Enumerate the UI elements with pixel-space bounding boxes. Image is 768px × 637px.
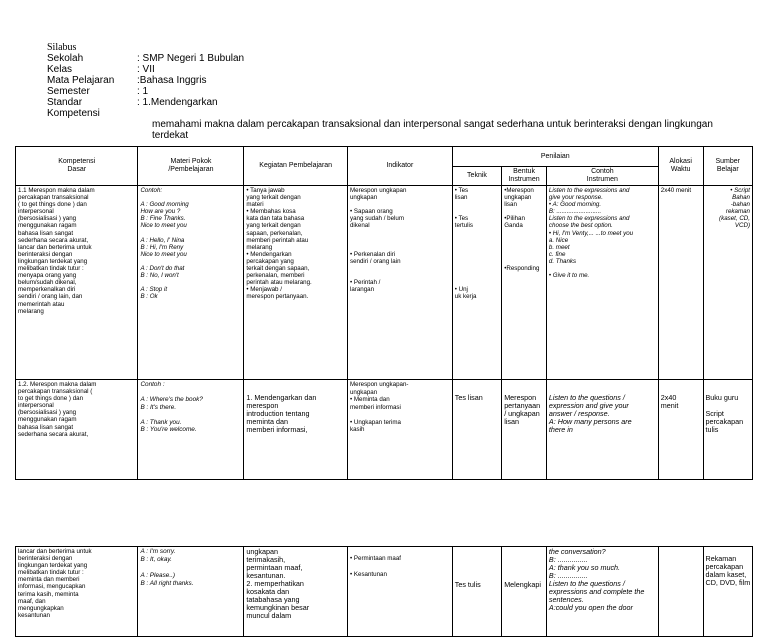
cell-line: sendiri / orang lain, dan (18, 293, 83, 301)
cell-line: Listen to the expressions and (548, 187, 630, 194)
cell-line: B : It's there. (140, 403, 177, 411)
cell-line: terima kasih, meminta (18, 590, 79, 598)
cell-line: menggunakan ragam (18, 222, 77, 230)
cell-line: bahasa lisan sangat (18, 423, 74, 431)
cell-line: meminta dan (246, 417, 288, 426)
header-row-mapel (47, 75, 713, 86)
cell-line: 1.1 Merespon makna dalam (18, 187, 95, 194)
cell-line: kosakata dan (246, 587, 290, 596)
cell-line: terkait dengan sapaan, (246, 265, 310, 273)
cell-line: memberi informasi (349, 403, 401, 411)
cell-line: Listen to the questions / (548, 579, 625, 588)
cell-alokasi (658, 547, 703, 637)
cell-line: yang terkait dengan (246, 222, 301, 230)
head-contoh: Contoh Instrumen (546, 167, 658, 186)
cell-line: • Script (730, 187, 750, 194)
cell-teknik (452, 380, 501, 480)
cell-line: melarang (18, 307, 44, 315)
cell-line (455, 230, 499, 237)
cell-line: tatabahasa yang (246, 595, 300, 604)
cell-line: A : Hello, I' Nina (140, 236, 185, 244)
cell-line (140, 258, 241, 265)
cell-line: melibatkan tindak tutur : (18, 569, 84, 577)
syllabus-table-continued (15, 546, 753, 637)
label: Sekolah (47, 53, 84, 64)
cell-line: • Perkenalan diri (349, 250, 396, 258)
cell-line: uk kerja (454, 293, 477, 301)
cell-line: • Membahas kosa (246, 208, 296, 216)
cell-line: A : Thank you. (140, 418, 182, 426)
cell-line: Listen to the expressions and (548, 215, 630, 223)
cell-line: ungkapan (349, 388, 378, 396)
cell-line: (bersosialisasi ) yang (18, 215, 77, 223)
header-row-sekolah (47, 53, 713, 64)
cell-line: sapaan, perkenalan, (246, 229, 303, 237)
cell-line: answer / response. (548, 409, 610, 418)
cell-line (504, 244, 544, 251)
cell-line: informasi, mengucapkan (18, 583, 86, 591)
cell-line: mengungkapkan (18, 604, 64, 612)
value: : VII (137, 64, 155, 75)
cell-line: B: ............... (548, 571, 588, 580)
cell-line: VCD) (734, 222, 750, 230)
cell-line: •Responding (504, 265, 540, 273)
cell-line: Listen to the questions / (548, 393, 625, 402)
cell-line: percakapan (705, 562, 744, 571)
cell-line: materi (246, 201, 264, 209)
cell-line (455, 265, 499, 272)
cell-line: percakapan transaksional (18, 194, 89, 202)
cell-line: B : You're welcome. (140, 426, 197, 433)
cell-line: expression and give your (548, 401, 629, 410)
cell-line: Contoh: (140, 187, 163, 194)
cell-line (350, 244, 450, 251)
cell-line: to get things done ) dan (18, 395, 84, 403)
cell-line: memperkenalkan diri (18, 286, 76, 294)
cell-line: melibatkan tindak tutur : (18, 265, 84, 273)
cell-line (504, 237, 544, 244)
cell-line: A : Where's the book? (140, 396, 203, 403)
cell-alokasi (658, 186, 703, 380)
cell-indikator (347, 547, 452, 637)
cell-line: A : Stop it (140, 286, 168, 294)
cell-line: memberi informasi, (246, 425, 308, 434)
cell-line: expressions and complete the (548, 587, 645, 596)
head-sumber: Sumber Belajar (703, 147, 752, 186)
cell-line: CD, DVD, film (705, 578, 751, 587)
cell-line: interpersonal (18, 208, 54, 216)
cell-line: Merespon ungkapan- (349, 381, 409, 388)
cell-line (140, 564, 241, 572)
cell-line: Merespon (504, 393, 537, 402)
cell-line: lingkungan terdekat yang (18, 257, 88, 265)
cell-line: Ganda (504, 222, 523, 230)
cell-line: terimakasih, (246, 555, 286, 564)
cell-line (455, 208, 499, 215)
cell-line: ungkapan (349, 194, 378, 202)
cell-line: ( to get things done ) dan (18, 201, 87, 209)
cell-line: memerintah atau (18, 300, 65, 308)
cell-line: B : It, okay. (140, 556, 172, 563)
cell-line (549, 265, 656, 272)
cell-line: yang terkait dengan (246, 194, 301, 202)
cell-kd (16, 186, 138, 380)
cell-line: pertanyaan (504, 401, 541, 410)
cell-contoh (546, 380, 658, 480)
cell-line: Bahan (732, 194, 750, 202)
cell-line: merespon pertanyaan. (246, 293, 309, 301)
cell-line: percakapan yang (246, 257, 294, 265)
cell-line: • Tanya jawab (246, 187, 285, 194)
cell-line (504, 251, 544, 258)
cell-line: sentences. (548, 595, 584, 604)
cell-kegiatan (244, 186, 348, 380)
cell-line: bahasa lisan sangat (18, 229, 74, 237)
label: Standar Kompetensi (47, 97, 100, 119)
cell-line: How are you ? (140, 208, 181, 216)
cell-line: A : Don't do that (140, 265, 185, 273)
cell-line: ungkapan (504, 194, 532, 202)
syllabus-header (47, 42, 713, 141)
cell-contoh (546, 186, 658, 380)
cell-line: B : Hi, I'm Reny (140, 243, 184, 251)
syllabus-table (15, 146, 753, 480)
cell-indikator (347, 380, 452, 480)
cell-line: Melengkapi (504, 580, 541, 589)
cell-line (455, 251, 499, 258)
head-materi: Materi Pokok /Pembelajaran (138, 147, 244, 186)
cell-sumber (703, 186, 752, 380)
head-indikator: Indikator (347, 147, 452, 186)
cell-line: • Tes (454, 215, 469, 223)
cell-line: B : No, I won't (140, 272, 179, 280)
cell-line: 2. memperhatikan (246, 579, 304, 588)
cell-line: dalam kaset, (705, 570, 747, 579)
value: : 1.Mendengarkan (137, 97, 218, 108)
cell-line: Tes tulis (454, 580, 481, 589)
value: : SMP Negeri 1 Bubulan (137, 53, 245, 64)
cell-line: kesantunan. (246, 571, 286, 580)
cell-line (140, 194, 241, 201)
cell-line: tulis (705, 425, 719, 434)
cell-line: sederhana secara akurat, (18, 236, 89, 244)
cell-line: lancar dan berterima untuk (18, 243, 92, 251)
cell-line: lisan (454, 194, 468, 202)
cell-line: • Tes (454, 187, 469, 194)
cell-line: • Hi, I'm Venty,... ...to meet you (548, 229, 634, 237)
cell-line: lisan (504, 201, 517, 209)
cell-line: B: .......................... (548, 208, 602, 216)
cell-line: choose the best option. (548, 222, 613, 230)
cell-line: • Perintah / (349, 279, 381, 287)
cell-contoh (546, 547, 658, 637)
sk-line-3: terdekat (152, 130, 189, 141)
cell-indikator (347, 186, 452, 380)
cell-line: muncul dalam (246, 611, 292, 620)
sk-line-2: memahami makna dalam percakapan transaksional dan interpersonal sangat sederhana untuk berinteraksi dengan lingkungan (152, 119, 713, 130)
cell-line (455, 237, 499, 244)
cell-bentuk (502, 380, 547, 480)
cell-line: •Merespon (504, 187, 534, 194)
cell-line: sendiri / orang lain (349, 257, 401, 265)
cell-line: kata dan tata bahasa (246, 215, 305, 223)
header-row-semester (47, 86, 713, 97)
cell-materi (138, 186, 244, 380)
cell-line (350, 563, 450, 571)
cell-sumber (703, 380, 752, 480)
cell-bentuk (502, 186, 547, 380)
cell-line: lisan (504, 417, 519, 426)
cell-line: B : Ok (140, 293, 158, 301)
cell-line: A: How many persons are (548, 417, 632, 426)
cell-line (455, 258, 499, 265)
cell-line (350, 272, 450, 279)
cell-line: introduction tentang (246, 409, 310, 418)
cell-line (455, 201, 499, 208)
cell-kegiatan (244, 380, 348, 480)
cell-line: kemungkinan besar (246, 603, 310, 612)
cell-line: •Pilihan (504, 215, 525, 223)
head-kd: Kompetensi Dasar (16, 147, 138, 186)
label: Semester (47, 86, 90, 97)
cell-line (504, 258, 544, 265)
head-kegiatan: Kegiatan Pembelajaran (244, 147, 348, 186)
cell-line: the conversation? (548, 547, 606, 556)
cell-line: • Give it to me. (548, 272, 590, 280)
header-row-kelas (47, 64, 713, 75)
cell-line: Rekaman (705, 554, 737, 563)
cell-line (350, 265, 450, 272)
cell-line: Merespon ungkapan (349, 187, 407, 194)
cell-line: menyapa orang yang (18, 272, 77, 280)
cell-line: interpersonal (18, 402, 54, 410)
cell-line: • Mendengarkan (246, 250, 292, 258)
cell-line: • Unj (454, 286, 468, 294)
cell-line: Nice to meet you (140, 222, 187, 230)
cell-line: meminta dan memberi (18, 576, 80, 584)
cell-line: menggunakan ragam (18, 416, 77, 424)
cell-line: Nice to meet you (140, 250, 187, 258)
cell-line: A : I'm sorry. (140, 548, 176, 555)
cell-line: permintaan maaf, (246, 563, 303, 572)
cell-line (140, 411, 241, 419)
cell-line: give your response. (548, 194, 603, 202)
cell-line: kesantunan (18, 611, 50, 619)
head-penilaian: Penilaian (452, 147, 658, 167)
cell-line: perkenalan, memberi (246, 272, 305, 280)
cell-line: lingkungan terdekat yang (18, 562, 88, 570)
cell-line: maaf, dan (18, 597, 46, 605)
cell-line: tertulis (454, 222, 473, 230)
cell-line: • Menjawab / (246, 286, 282, 294)
cell-line: kasih (349, 426, 365, 433)
cell-line (455, 244, 499, 251)
cell-line: A:could you open the door (548, 603, 633, 612)
cell-line: lancar dan berterima untuk (18, 548, 92, 555)
cell-line: Script (705, 409, 724, 418)
cell-line: 2x40 menit (660, 187, 692, 194)
cell-line: 2x40 (660, 393, 677, 402)
cell-line: (kaset, CD, (719, 215, 750, 223)
cell-line: • Meminta dan (349, 396, 390, 403)
cell-line: menit (660, 401, 679, 410)
cell-line: belum/sudah dikenal, (18, 279, 77, 287)
cell-line (140, 230, 241, 237)
cell-line: Tes lisan (454, 393, 483, 402)
cell-line: • Sapaan orang (349, 208, 393, 216)
cell-line: percakapan (705, 417, 744, 426)
cell-line (350, 237, 450, 244)
cell-teknik (452, 547, 501, 637)
cell-line: • Permintaan maaf (349, 555, 401, 562)
cell-line: Contoh : (140, 381, 165, 388)
cell-line (455, 272, 499, 279)
cell-line: there in (548, 425, 573, 434)
cell-line: percakapan transaksional ( (18, 388, 93, 396)
cell-kd (16, 380, 138, 480)
header-row-sk (47, 97, 713, 119)
cell-line: larangan (349, 286, 375, 294)
cell-line: rekaman (725, 208, 750, 216)
cell-line: A : Please..) (140, 572, 176, 579)
cell-line: dikenal (349, 222, 370, 230)
cell-line: yang sudah / belum (349, 215, 404, 223)
cell-line: • Kesantunan (349, 571, 387, 578)
value: : 1 (137, 86, 149, 97)
cell-line: A : Good morning (140, 201, 189, 209)
cell-line: A: thank you so much. (548, 563, 621, 572)
cell-line (455, 279, 499, 286)
cell-line: a. Nice (548, 236, 569, 244)
cell-line: -bahan (730, 201, 750, 209)
cell-line: c. fine (548, 250, 566, 258)
cell-line: memberi perintah atau (246, 236, 309, 244)
cell-line (504, 208, 544, 215)
cell-kegiatan (244, 547, 348, 637)
cell-line (350, 230, 450, 237)
cell-line (504, 230, 544, 237)
cell-line: d. Thanks (548, 257, 577, 265)
doc-title: Silabus (47, 42, 77, 53)
head-teknik: Teknik (452, 167, 501, 186)
cell-line: perintah atau melarang. (246, 279, 312, 287)
cell-line: (bersosialisasi ) yang (18, 409, 77, 417)
cell-line: • Ungkapan terima (349, 418, 401, 426)
cell-line: B : Fine Thanks. (140, 215, 186, 223)
cell-line (140, 279, 241, 286)
cell-line: 1. Mendengarkan dan (246, 393, 317, 402)
cell-kd (16, 547, 138, 637)
cell-line: Buku guru (705, 393, 739, 402)
cell-line: berinteraksi dengan (18, 250, 73, 258)
cell-line: B: ............... (548, 555, 588, 564)
cell-line: sederhana secara akurat, (18, 430, 89, 438)
label: Mata Pelajaran (47, 75, 115, 86)
cell-alokasi (658, 380, 703, 480)
cell-line: 1.2. Merespon makna dalam (18, 381, 97, 388)
cell-line (350, 201, 450, 208)
cell-line: melarang (246, 243, 273, 251)
cell-materi (138, 380, 244, 480)
cell-line: ungkapan (246, 547, 278, 556)
head-bentuk: Bentuk Instrumen (502, 167, 547, 186)
cell-sumber (703, 547, 753, 637)
cell-materi (138, 547, 244, 637)
value: :Bahasa Inggris (137, 75, 207, 86)
cell-line: merespon (246, 401, 279, 410)
cell-line: • A: Good morning. (548, 201, 602, 209)
cell-line: B : All right thanks. (140, 580, 194, 587)
cell-line: berinteraksi dengan (18, 555, 73, 563)
cell-line (140, 389, 241, 397)
cell-bentuk (502, 547, 547, 637)
cell-line: / ungkapan (504, 409, 540, 418)
cell-teknik (452, 186, 501, 380)
cell-line: b. meet (548, 243, 570, 251)
cell-line (350, 411, 450, 419)
head-alokasi: Alokasi Waktu (658, 147, 703, 186)
label: Kelas (47, 64, 73, 75)
